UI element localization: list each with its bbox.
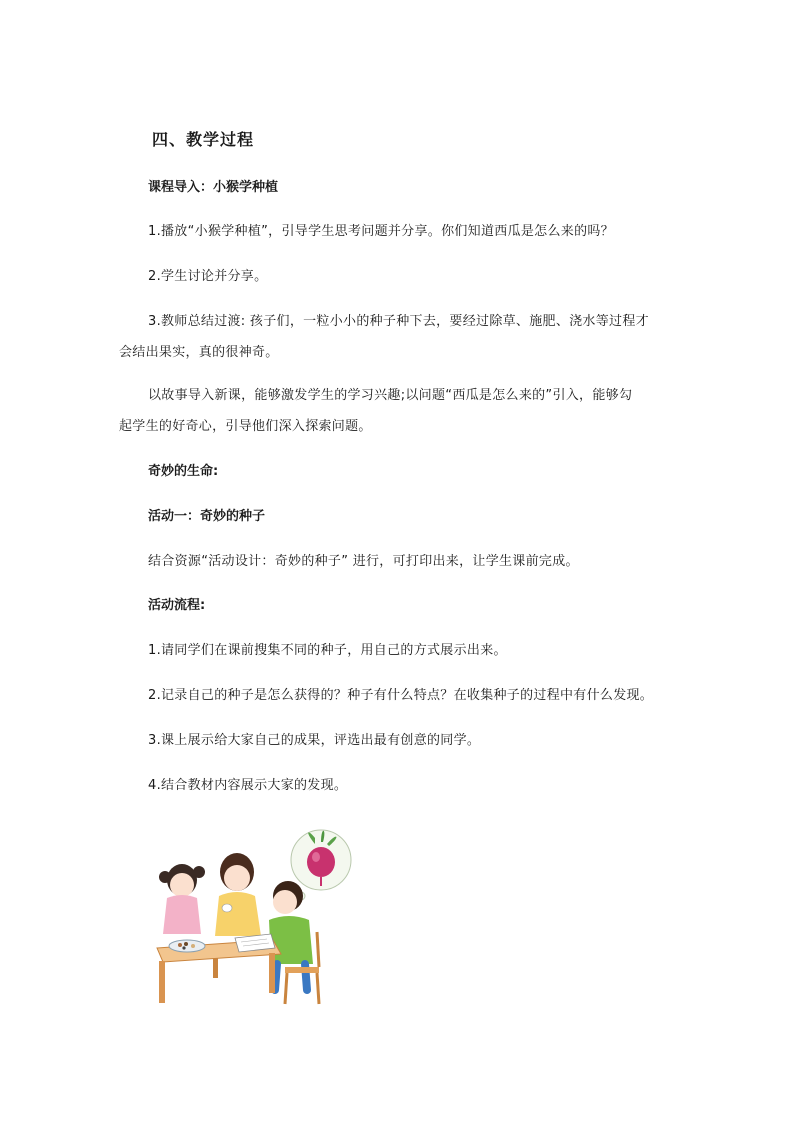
intro-step-3-cont: 会结出果实，真的很神奇。 <box>119 345 279 360</box>
activity-title: 活动一：奇妙的种子 <box>148 509 266 524</box>
flow-step-1: 1.请同学们在课前搜集不同的种子，用自己的方式展示出来。 <box>148 643 507 658</box>
flow-step-4: 4.结合教材内容展示大家的发现。 <box>148 778 348 793</box>
boy-right <box>269 881 313 990</box>
section-title: 四、教学过程 <box>152 130 255 149</box>
intro-step-1: 1.播放“小猴学种植”，引导学生思考问题并分享。你们知道西瓜是怎么来的吗？ <box>148 224 614 239</box>
life-heading: 奇妙的生命: <box>148 464 219 479</box>
children-seeds-illustration <box>155 822 385 1010</box>
intro-note-line-2: 起学生的好奇心，引导他们深入探索问题。 <box>119 419 372 434</box>
intro-heading: 课程导入：小猴学种植 <box>148 180 279 195</box>
flow-step-2: 2.记录自己的种子是怎么获得的？种子有什么特点？在收集种子的过程中有什么发现。 <box>148 688 654 703</box>
intro-step-2: 2.学生讨论并分享。 <box>148 269 268 284</box>
intro-step-3: 3.教师总结过渡: 孩子们，一粒小小的种子种下去，要经过除草、施肥、浇水等过程才 <box>148 314 649 329</box>
seed-plate <box>169 940 205 952</box>
flow-step-3: 3.课上展示给大家自己的成果，评选出最有创意的同学。 <box>148 733 481 748</box>
girl-middle <box>215 853 261 936</box>
girl-left <box>159 864 205 934</box>
intro-note-line-1: 以故事导入新课，能够激发学生的学习兴趣;以问题“西瓜是怎么来的”引入，能够勾 <box>148 388 633 403</box>
flow-heading: 活动流程: <box>148 598 206 613</box>
activity-resource: 结合资源“活动设计：奇妙的种子” 进行，可打印出来，让学生课前完成。 <box>148 554 579 569</box>
